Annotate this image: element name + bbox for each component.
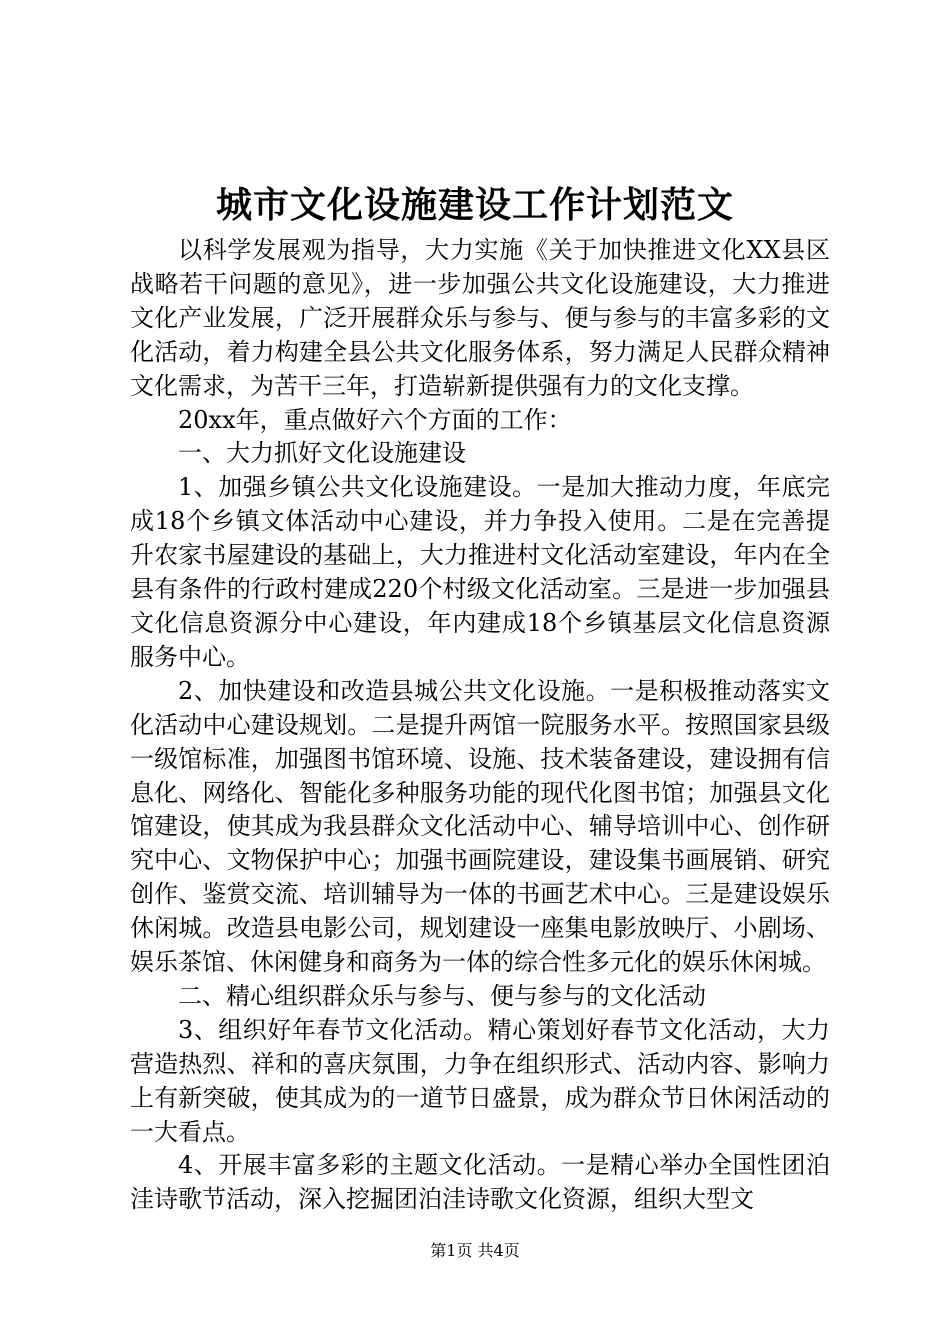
paragraph-item-4: 4、开展丰富多彩的主题文化活动。一是精心举办全国性团泊洼诗歌节活动，深入挖掘团泊洼诗歌文化资源，组织大型文 <box>130 1151 830 1214</box>
paragraph-item-2: 2、加快建设和改造县城公共文化设施。一是积极推动落实文化活动中心建设规划。二是提升两馆一院服务水平。按照国家县级一级馆标准，加强图书馆环境、设施、技术装备建设，建设拥有信息化、网络化、智能化多种服务功能的现代化图书馆；加强县文化馆建设，使其成为我县群众文化活动中心、辅导培训中心、创作研究中心、文物保护中心；加强书画院建设，建设集书画展销、研究创作、鉴赏交流、培训辅导为一体的书画艺术中心。三是建设娱乐休闲城。改造县电影公司，规划建设一座集电影放映厅、小剧场、娱乐茶馆、休闲健身和商务为一体的综合性多元化的娱乐休闲城。 <box>130 676 830 977</box>
paragraph-intro: 以科学发展观为指导，大力实施《关于加快推进文化XX县区战略若干问题的意见》，进一步加强公共文化设施建设，大力推进文化产业发展，广泛开展群众乐与参与、便与参与的丰富多彩的文化活动，着力构建全县公共文化服务体系，努力满足人民群众精神文化需求，为苦干三年，打造崭新提供强有力的文化支撑。 <box>130 236 830 400</box>
paragraph-year-focus: 20xx年，重点做好六个方面的工作： <box>178 405 572 434</box>
section-heading-1: 一、大力抓好文化设施建设 <box>178 439 466 468</box>
document-title: 城市文化设施建设工作计划范文 <box>215 184 734 226</box>
paragraph-item-1: 1、加强乡镇公共文化设施建设。一是加大推动力度，年底完成18个乡镇文体活动中心建设，并力争投入使用。二是在完善提升农家书屋建设的基础上，大力推进村文化活动室建设，年内在全县有条件的行政村建成220个村级文化活动室。三是进一步加强县文化信息资源分中心建设，年内建成18个乡镇基层文化信息资源服务中心。 <box>130 473 830 671</box>
section-heading-2: 二、精心组织群众乐与参与、便与参与的文化活动 <box>178 981 706 1010</box>
document-body <box>130 234 830 1217</box>
paragraph-item-3: 3、组织好年春节文化活动。精心策划好春节文化活动，大力营造热烈、祥和的喜庆氛围，力争在组织形式、活动内容、影响力上有新突破，使其成为的一道节日盛景，成为群众节日休闲活动的一大看点。 <box>130 1015 830 1146</box>
page-footer: 第1页 共4页 <box>430 1241 520 1260</box>
